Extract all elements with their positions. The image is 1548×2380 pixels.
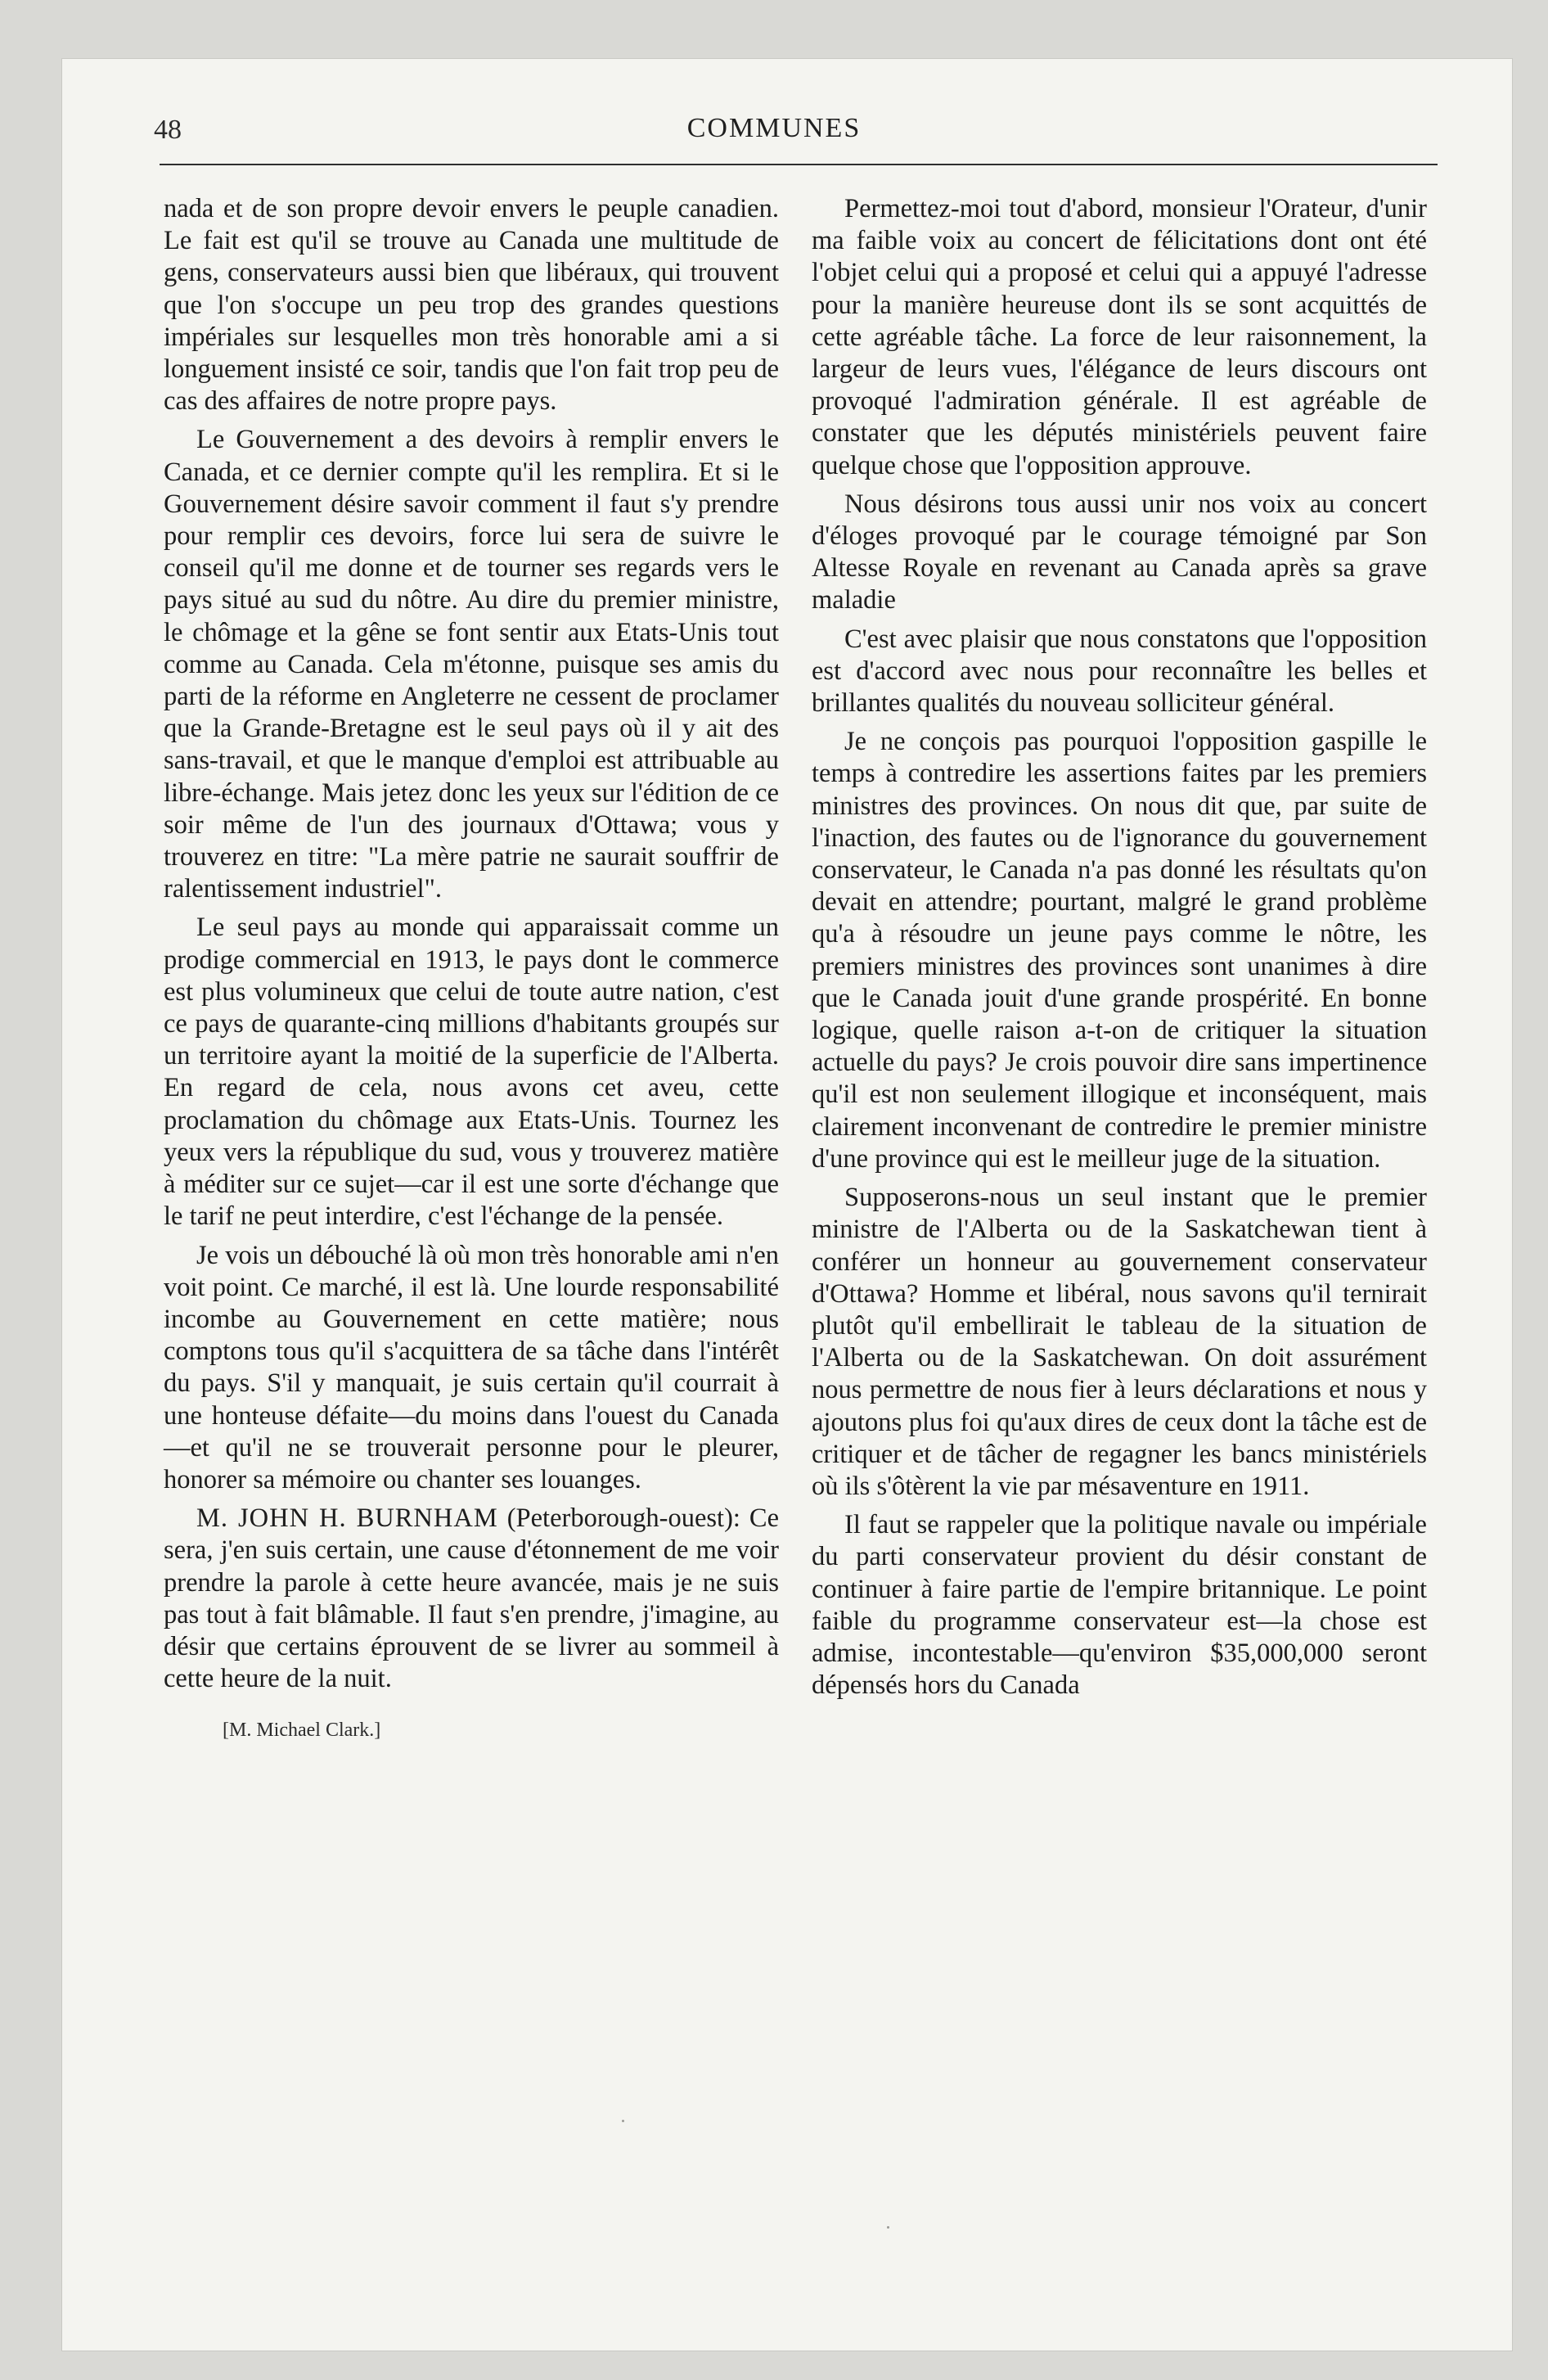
scan-speck (622, 2120, 624, 2122)
left-column (164, 193, 779, 1747)
right-column (812, 193, 1427, 1708)
right-paragraph-1: Permettez-moi tout d'abord, monsieur l'Orateur, d'unir ma faible voix au concert de félicitations dont ont été l'objet celui qui a proposé et celui qui a appuyé l'adresse pour la manière heureuse dont ils se sont acquittés de cette agréable tâche. La force de leur raisonnement, la largeur de leurs vues, l'élégance de leurs discours ont provoqué l'admiration générale. Il est agréable de constater que les députés ministériels peuvent faire quelque chose que l'opposition approuve. (812, 194, 1427, 480)
right-paragraph-2: Nous désirons tous aussi unir nos voix au concert d'éloges provoqué par le courage témoigné par Son Altesse Royale en revenant au Canada après sa grave maladie (812, 489, 1427, 615)
speech-text: Ce sera, j'en suis certain, une cause d'étonnement de me voir prendre la parole à cette heure avancée, mais je ne suis pas tout à fait blâmable. Il faut s'en prendre, j'imagine, au désir que certains éprouvent de se livrer au sommeil à cette heure de la nuit. (164, 1503, 780, 1694)
scan-speck (887, 2226, 889, 2229)
right-paragraph-4: Je ne conçois pas pourquoi l'opposition gaspille le temps à contredire les assertions faites par les premiers ministres des provinces. On nous dit que, par suite de l'inaction, des fautes ou de l'ignorance du gouvernement conservateur, le Canada n'a pas donné les résultats qu'on devait en attendre; pourtant, malgré le grand problème qu'a à résoudre un jeune pays comme le nôtre, les premiers ministres des provinces sont unanimes à dire que le Canada jouit d'une grande prospérité. En bonne logique, quelle raison a-t-on de critiquer la situation actuelle du pays? Je crois pouvoir dire sans impertinence qu'il est non seulement illogique et inconséquent, mais clairement inconvenant de contredire le premier ministre d'une province qui est le meilleur juge de la situation. (812, 727, 1427, 1174)
page-number: 48 (154, 115, 182, 145)
left-paragraph-1: nada et de son propre devoir envers le peuple canadien. Le fait est qu'il se trouve au Canada une multitude de gens, conservateurs aussi bien que libéraux, qui trouvent que l'on s'occupe un peu trop des grandes questions impériales sur lesquelles mon très honorable ami a si longuement insisté ce soir, tandis que l'on fait trop peu de cas des affaires de notre propre pays. (164, 194, 779, 417)
speech-paragraph (164, 1503, 779, 1695)
right-paragraph-6: Il faut se rappeler que la politique navale ou impériale du parti conservateur provient du désir constant de continuer à faire partie de l'empire britannique. Le point faible du programme conservateur est—la chose est admise, incontestable—qu'environ $35,000,000 seront dépensés hors du Canada (812, 1510, 1427, 1701)
left-paragraph-3: Le seul pays au monde qui apparaissait comme un prodige commercial en 1913, le pays dont le commerce est plus volumineux que celui de toute autre nation, c'est ce pays de quarante-cinq millions d'habitants groupés sur un territoire ayant la moitié de la superficie de l'Alberta. En regard de cela, nous avons cet aveu, cette proclamation du chômage aux Etats-Unis. Tournez les yeux vers la république du sud, vous y trouverez matière à méditer sur ce sujet—car il est une sorte d'échange que le tarif ne peut interdire, c'est l'échange de la pensée. (164, 913, 779, 1232)
left-paragraph-4: Je vois un débouché là où mon très honorable ami n'en voit point. Ce marché, il est là. Une lourde responsabilité incombe au Gouvernement en cette matière; nous comptons tous qu'il s'acquittera de sa tâche dans l'intérêt du pays. S'il y manquait, je suis certain qu'il courrait à une honteuse défaite—du moins dans l'ouest du Canada—et qu'il ne se trouverait personne pour le pleurer, honorer sa mémoire ou chanter ses louanges. (164, 1240, 779, 1494)
left-paragraph-2: Le Gouvernement a des devoirs à remplir envers le Canada, et ce dernier compte qu'il les remplira. Et si le Gouvernement désire savoir comment il faut s'y prendre pour remplir ces devoirs, force lui sera de suivre le conseil qu'il me donne et de tourner ses regards vers le pays situé au sud du nôtre. Au dire du premier ministre, le chômage et la gêne se font sentir aux Etats-Unis tout comme au Canada. Cela m'étonne, puisque ses amis du parti de la réforme en Angleterre ne cessent de proclamer que la Grande-Bretagne est le seul pays où il y ait des sans-travail, et que le manque d'emploi est attribuable au libre-échange. Mais jetez donc les yeux sur l'édition de ce soir même de l'un des journaux d'Ottawa; vous y trouverez en titre: "La mère patrie ne saurait souffrir de ralentissement industriel". (164, 425, 779, 904)
right-paragraph-5: Supposerons-nous un seul instant que le premier ministre de l'Alberta ou de la Saskatchewan tient à conférer un honneur au gouvernement conservateur d'Ottawa? Homme et libéral, nous savons qu'il ternirait plutôt qu'il embellirait le tableau de la situation de l'Alberta ou de la Saskatchewan. On doit assurément nous permettre de nous fier à leurs déclarations et nous y ajoutons plus foi qu'aux dires de ceux dont la tâche est de critiquer et de tâcher de regagner les bancs ministériels où ils s'ôtèrent la vie par mésaventure en 1911. (812, 1183, 1427, 1501)
header-rule (160, 164, 1438, 165)
speaker-riding: (Peterborough-ouest): (506, 1503, 740, 1534)
running-head-title: COMMUNES (686, 113, 862, 143)
speaker-name: M. JOHN H. BURNHAM (196, 1503, 498, 1534)
chair-attribution: [M. Michael Clark.] (223, 1720, 381, 1742)
right-paragraph-3: C'est avec plaisir que nous constatons que l'opposition est d'accord avec nous pour reconnaître les belles et brillantes qualités du nouveau solliciteur général. (812, 624, 1427, 719)
